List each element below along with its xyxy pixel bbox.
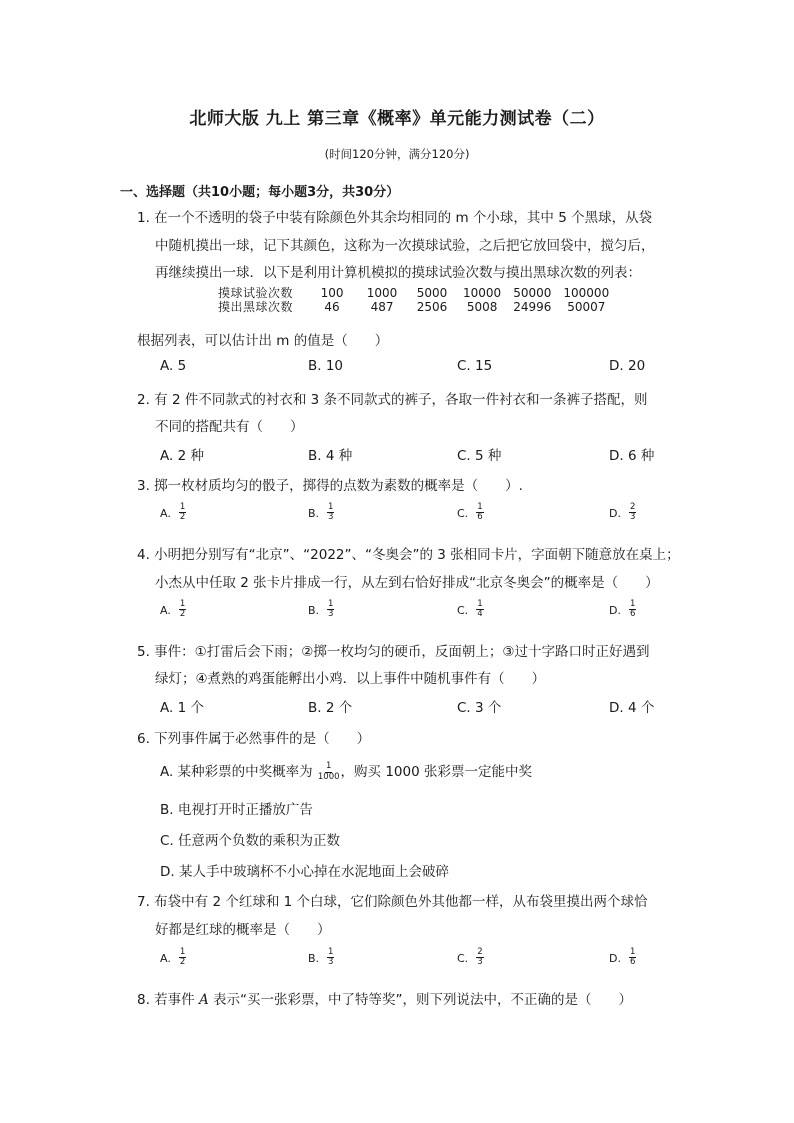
q2-line1: 2. 有 2 件不同款式的衬衣和 3 条不同款式的裤子，各取一件衬衣和一条裤子搭配，则 bbox=[137, 392, 648, 408]
option-label: A. bbox=[160, 951, 171, 965]
option-text: A. 某种彩票的中奖概率为 bbox=[160, 764, 313, 780]
q5-option-c[interactable]: C. 3 个 bbox=[457, 700, 502, 716]
numerator: 2 bbox=[629, 502, 636, 512]
denominator: 3 bbox=[629, 512, 636, 523]
table-cell: 46 bbox=[324, 300, 340, 314]
q4-line2: 小杰从中任取 2 张卡片排成一行，从左到右恰好排成“北京冬奥会”的概率是（ ） bbox=[155, 575, 659, 591]
table-cell: 5000 bbox=[416, 286, 448, 300]
option-label: D. bbox=[609, 951, 621, 965]
q1-line1: 1. 在一个不透明的袋子中装有除颜色外其余均相同的 m 个小球，其中 5 个黑球，从袋 bbox=[137, 210, 653, 226]
q6-option-a[interactable] bbox=[160, 760, 532, 782]
option-label: A. bbox=[160, 603, 171, 617]
denominator: 4 bbox=[477, 609, 483, 620]
q6-option-b[interactable]: B. 电视打开时正播放广告 bbox=[160, 802, 313, 818]
q4-line1: 4. 小明把分别写有“北京”、“2022”、“冬奥会”的 3 张相同卡片，字面朝下随意放在桌上； bbox=[137, 547, 680, 563]
q4-option-d[interactable] bbox=[609, 600, 636, 620]
option-label: C. bbox=[457, 506, 469, 520]
q7-line1: 7. 布袋中有 2 个红球和 1 个白球，它们除颜色外其他都一样，从布袋里摸出两个球恰 bbox=[137, 894, 648, 910]
q4-option-a[interactable] bbox=[160, 600, 186, 620]
denominator: 6 bbox=[477, 512, 483, 523]
table-cell: 10000 bbox=[463, 286, 502, 300]
numerator: 1 bbox=[179, 599, 186, 609]
q2-option-c[interactable]: C. 5 种 bbox=[457, 448, 502, 464]
denominator: 3 bbox=[477, 957, 483, 968]
simulation-table bbox=[218, 286, 615, 314]
q7-line2: 好都是红球的概率是（ ） bbox=[155, 922, 331, 938]
numerator: 1 bbox=[328, 502, 334, 512]
q2-line2: 不同的搭配共有（ ） bbox=[155, 419, 304, 435]
table-cell: 24996 bbox=[513, 300, 552, 314]
numerator: 1 bbox=[328, 947, 334, 957]
q5-line2: 绿灯；④煮熟的鸡蛋能孵出小鸡．以上事件中随机事件有（ ） bbox=[155, 671, 546, 687]
q5-line1: 5. 事件：①打雷后会下雨；②掷一枚均匀的硬币，反面朝上；③过十字路口时正好遇到 bbox=[137, 644, 650, 660]
denominator: 6 bbox=[629, 957, 636, 968]
numerator: 1 bbox=[328, 599, 334, 609]
fraction bbox=[476, 948, 483, 968]
option-label: B. bbox=[308, 603, 320, 617]
fraction bbox=[317, 762, 341, 782]
q8-text: 表示“买一张彩票，中了特等奖”，则下列说法中，不正确的是（ ） bbox=[208, 992, 632, 1008]
exam-subtitle: (时间120分钟，满分120分) bbox=[324, 147, 470, 161]
row-label: 摸出黑球次数 bbox=[218, 300, 294, 314]
table-cell: 100 bbox=[320, 286, 344, 300]
numerator: 1 bbox=[477, 502, 483, 512]
fraction bbox=[476, 600, 483, 620]
fraction bbox=[629, 600, 636, 620]
q7-option-c[interactable] bbox=[457, 948, 484, 968]
option-text: ，购买 1000 张彩票一定能中奖 bbox=[340, 764, 532, 780]
table-cell: 5008 bbox=[466, 300, 498, 314]
table-cell: 1000 bbox=[366, 286, 398, 300]
table-cell: 2506 bbox=[416, 300, 448, 314]
option-label: D. bbox=[609, 506, 621, 520]
fraction bbox=[327, 503, 334, 523]
q6-line1: 6. 下列事件属于必然事件的是（ ） bbox=[137, 731, 371, 747]
numerator: 1 bbox=[179, 947, 186, 957]
table-cell: 487 bbox=[370, 300, 394, 314]
numerator: 1 bbox=[629, 947, 636, 957]
option-label: D. bbox=[609, 603, 621, 617]
fraction bbox=[179, 600, 186, 620]
row-label: 摸球试验次数 bbox=[218, 286, 294, 300]
option-label: C. bbox=[457, 951, 469, 965]
q3-option-c[interactable] bbox=[457, 503, 484, 523]
q1-line2: 中随机摸出一球，记下其颜色，这称为一次摸球试验，之后把它放回袋中，搅匀后， bbox=[155, 238, 655, 254]
q1-option-c[interactable]: C. 15 bbox=[457, 358, 493, 374]
q7-option-a[interactable] bbox=[160, 948, 186, 968]
option-label: A. bbox=[160, 506, 171, 520]
table-cell: 50007 bbox=[567, 300, 606, 314]
option-label: B. bbox=[308, 506, 320, 520]
option-label: B. bbox=[308, 951, 320, 965]
q5-option-d[interactable]: D. 4 个 bbox=[609, 700, 655, 716]
fraction bbox=[327, 600, 334, 620]
q3-option-d[interactable] bbox=[609, 503, 636, 523]
denominator: 3 bbox=[328, 512, 334, 523]
q2-option-d[interactable]: D. 6 种 bbox=[609, 448, 655, 464]
q3-option-a[interactable] bbox=[160, 503, 186, 523]
q4-option-c[interactable] bbox=[457, 600, 484, 620]
denominator: 2 bbox=[179, 957, 186, 968]
numerator: 1 bbox=[179, 502, 186, 512]
q1-option-d[interactable]: D. 20 bbox=[609, 358, 646, 374]
fraction bbox=[327, 948, 334, 968]
numerator: 2 bbox=[477, 947, 483, 957]
q8-line1 bbox=[137, 988, 632, 1008]
fraction bbox=[629, 503, 636, 523]
table-cell: 100000 bbox=[563, 286, 610, 300]
denominator: 3 bbox=[328, 609, 334, 620]
q5-option-b[interactable]: B. 2 个 bbox=[308, 700, 353, 716]
denominator: 2 bbox=[179, 512, 186, 523]
numerator: 1 bbox=[629, 599, 636, 609]
numerator: 1 bbox=[326, 761, 332, 772]
table-row bbox=[218, 300, 615, 314]
q3-line1: 3. 掷一枚材质均匀的骰子，掷得的点数为素数的概率是（ ）. bbox=[137, 478, 523, 494]
table-cell: 50000 bbox=[513, 286, 552, 300]
q1-option-b[interactable]: B. 10 bbox=[308, 358, 344, 374]
q1-line3: 再继续摸出一球．以下是利用计算机模拟的摸球试验次数与摸出黑球次数的列表： bbox=[155, 265, 641, 281]
denominator: 1000 bbox=[317, 771, 340, 782]
q2-option-a[interactable]: A. 2 种 bbox=[160, 448, 204, 464]
fraction bbox=[476, 503, 483, 523]
fraction bbox=[179, 503, 186, 523]
q1-option-a[interactable]: A. 5 bbox=[160, 358, 187, 374]
denominator: 2 bbox=[179, 609, 186, 620]
q6-option-c[interactable]: C. 任意两个负数的乘积为正数 bbox=[160, 833, 341, 849]
section-heading-choice: 一、选择题（共10小题；每小题3分，共30分） bbox=[120, 185, 400, 200]
q5-option-a[interactable]: A. 1 个 bbox=[160, 700, 204, 716]
page-title: 北师大版 九上 第三章《概率》单元能力测试卷（二） bbox=[189, 109, 605, 129]
q8-text: 8. 若事件 bbox=[137, 992, 199, 1008]
q1-line4: 根据列表，可以估计出 m 的值是（ ） bbox=[137, 333, 389, 349]
option-label: C. bbox=[457, 603, 469, 617]
q4-option-b[interactable] bbox=[308, 600, 334, 620]
fraction bbox=[179, 948, 186, 968]
q3-option-b[interactable] bbox=[308, 503, 334, 523]
event-variable: A bbox=[198, 992, 209, 1008]
denominator: 6 bbox=[629, 609, 636, 620]
q7-option-b[interactable] bbox=[308, 948, 334, 968]
fraction bbox=[629, 948, 636, 968]
numerator: 1 bbox=[477, 599, 483, 609]
q6-option-d[interactable]: D. 某人手中玻璃杯不小心掉在水泥地面上会破碎 bbox=[160, 864, 449, 880]
q7-option-d[interactable] bbox=[609, 948, 636, 968]
denominator: 3 bbox=[328, 957, 334, 968]
q2-option-b[interactable]: B. 4 种 bbox=[308, 448, 353, 464]
table-row bbox=[218, 286, 615, 300]
